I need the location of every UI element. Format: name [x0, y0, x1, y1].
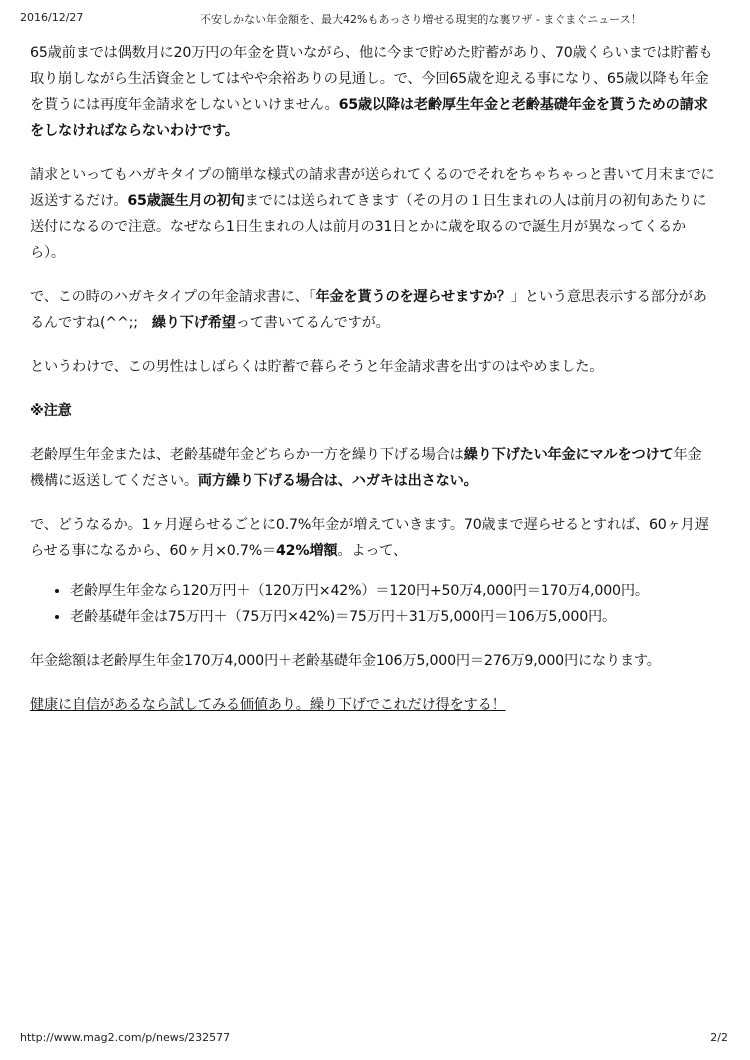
list-item: • 老齢基礎年金は75万円＋（75万円×42%)＝75万円＋31万5,000円＝106万5,000円。 — [70, 604, 715, 630]
print-url: http://www.mag2.com/p/news/232577 — [20, 1031, 231, 1044]
closing-link[interactable]: 健康に自信があるなら試してみる価値あり。繰り下げでこれだけ得をする！ — [30, 697, 506, 713]
emphasis-claim-request: 65歳以降は老齢厚生年金と老齢基礎年金を貰うための請求をしなければならないわけです。 — [30, 97, 708, 139]
paragraph-4: というわけで、この男性はしばらくは貯蓄で暮らそうと年金請求書を出すのはやめました。 — [30, 359, 604, 375]
paragraph-2: 請求といってもハガキタイプの簡単な様式の請求書が送られてくるのでそれをちゃちゃっと書いて月末までに返送するだけ。65歳誕生月の初旬までには送られてきます（その月の１日生まれの人は前月の初旬あたりに送付になるので注意。なぜなら1日生まれの人は前月の31日とかに歳を取るので誕生月が異なってくるから）。 — [30, 167, 715, 261]
emphasis-mark-pension: 繰り下げたい年金にマルをつけて — [463, 447, 674, 463]
emphasis-deferral-wish: 繰り下げ希望 — [151, 315, 236, 331]
paragraph-3: で、この時のハガキタイプの年金請求書に、「年金を貰うのを遅らせますか？」という意思表示する部分があるんですね(^^;; 繰り下げ希望って書いてるんですが。 — [30, 289, 707, 331]
emphasis-delay-question: 年金を貰うのを遅らせますか？ — [315, 289, 511, 305]
paragraph-1: 65歳前までは偶数月に20万円の年金を貰いながら、他に今まで貯めた貯蓄があり、70歳くらいまでは貯蓄も取り崩しながら生活資金としてはやや余裕ありの見通し。で、今回65歳を迎える事になり、65歳以降も年金を貰うには再度年金請求をしないといけません。65歳以降は老齢厚生年金と老齢基礎年金を貰うための請求をしなければならないわけです。 — [30, 45, 713, 139]
calculation-list — [30, 578, 715, 630]
paragraph-6: で、どうなるか。1ヶ月遅らせるごとに0.7%年金が増えていきます。70歳まで遅らせるとすれば、60ヶ月遅らせる事になるから、60ヶ月×0.7%＝42%増額。よって、 — [30, 517, 709, 559]
list-item: • 老齢厚生年金なら120万円＋（120万円×42%）＝120円+50万4,000円＝170万4,000円。 — [70, 578, 715, 604]
emphasis-both-deferral: 両方繰り下げる場合は、ハガキは出さない。 — [197, 473, 478, 489]
emphasis-increase: 42%増額 — [276, 543, 338, 559]
paragraph-7: 年金総額は老齢厚生年金170万4,000円＋老齢基礎年金106万5,000円＝276万9,000円になります。 — [30, 653, 661, 669]
note-heading: ※注意 — [30, 403, 72, 419]
page-number: 2/2 — [710, 1031, 728, 1044]
print-page-title: 不安しかない年金額を、最大42%もあっさり増せる現実的な裏ワザ - まぐまぐニュース！ — [200, 13, 642, 26]
print-date: 2016/12/27 — [20, 11, 84, 24]
paragraph-5: 老齢厚生年金または、老齢基礎年金どちらか一方を繰り下げる場合は繰り下げたい年金にマルをつけて年金機構に返送してください。両方繰り下げる場合は、ハガキは出さない。 — [30, 447, 702, 489]
article-body — [30, 40, 715, 718]
emphasis-birth-month: 65歳誕生月の初旬 — [127, 193, 245, 209]
